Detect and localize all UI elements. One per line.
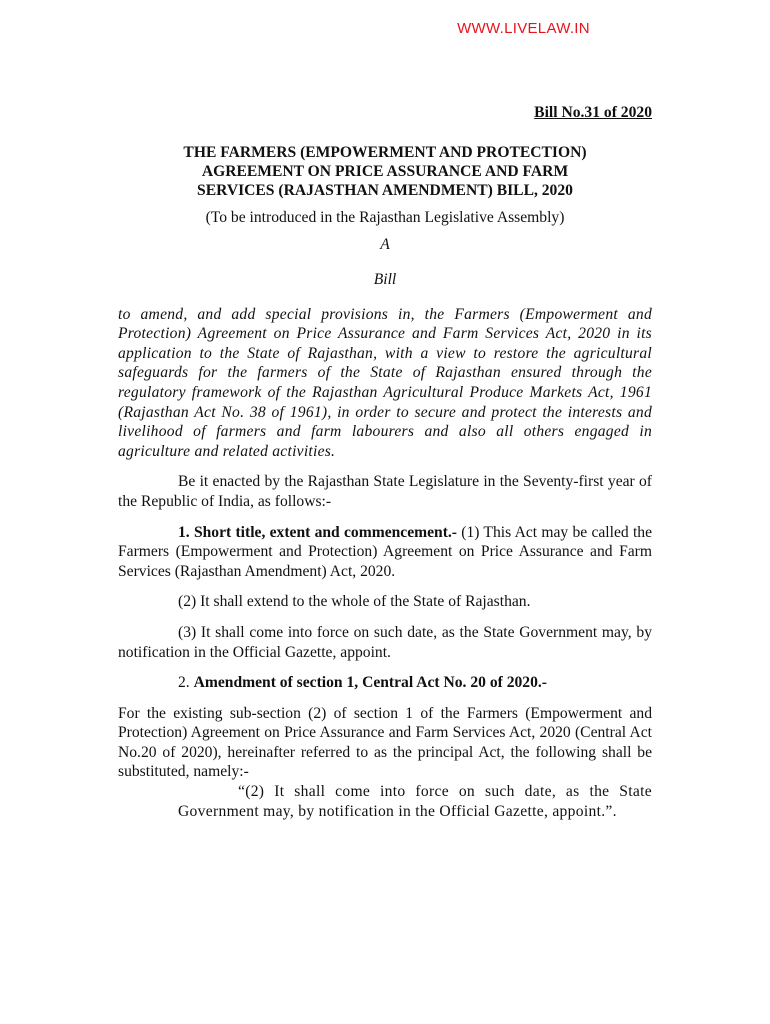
bill-number: Bill No.31 of 2020 [534, 104, 652, 121]
section-1-subsection-3: (3) It shall come into force on such date, as the State Government may, by notification in the Official Gazette, appoint. [118, 623, 652, 661]
bill-word: Bill [373, 271, 397, 288]
title-line: THE FARMERS (EMPOWERMENT AND PROTECTION) [183, 143, 587, 161]
section-2-number: 2. [178, 674, 194, 692]
title-line: SERVICES (RAJASTHAN AMENDMENT) BILL, 2020 [197, 182, 573, 200]
bill-content [118, 103, 652, 821]
introduction-note: (To be introduced in the Rajasthan Legislative Assembly) [205, 208, 565, 226]
bill-title [118, 143, 652, 201]
livelaw-watermark: WWW.LIVELAW.IN [457, 20, 590, 37]
section-1-heading: 1. Short title, extent and commencement.- [178, 523, 457, 541]
section-1-subsection-1 [118, 523, 652, 582]
substituted-text: “(2) It shall come into force on such date, as the State Government may, by notification in the Official Gazette, appoint.”. [178, 783, 652, 820]
section-1-subsection-2: (2) It shall extend to the whole of the State of Rajasthan. [178, 593, 531, 611]
article-a: A [380, 236, 390, 254]
preamble: to amend, and add special provisions in, the Farmers (Empowerment and Protection) Agreement on Price Assurance and Farm Services Act, 2020 in its application to the State of Rajasthan, with a view to restore the agricultural safeguards for the farmers of the State of Rajasthan ensured through the regulatory framework of the Rajasthan Agricultural Produce Markets Act, 1961 (Rajasthan Act No. 38 of 1961), in order to secure and protect the interests and livelihood of farmers and farm labourers and also all others engaged in agriculture and related activities. [118, 305, 652, 460]
section-2-body: For the existing sub-section (2) of section 1 of the Farmers (Empowerment and Protection) Agreement on Price Assurance and Farm Services Act, 2020 (Central Act No.20 of 2020), hereinafter referred to as the principal Act, the following shall be substituted, namely:- [118, 704, 652, 781]
section-2 [118, 673, 652, 693]
section-1-text: (1) This Act may be called the Farmers (Empowerment and Protection) Agreement on Price Assurance and Farm Services (Rajasthan Amendment) Act, 2020. [118, 523, 652, 580]
title-line: AGREEMENT ON PRICE ASSURANCE AND FARM [201, 163, 569, 180]
enacting-clause: Be it enacted by the Rajasthan State Legislature in the Seventy-first year of the Republic of India, as follows:- [118, 473, 652, 510]
section-2-heading: Amendment of section 1, Central Act No. 20 of 2020.- [193, 674, 547, 692]
